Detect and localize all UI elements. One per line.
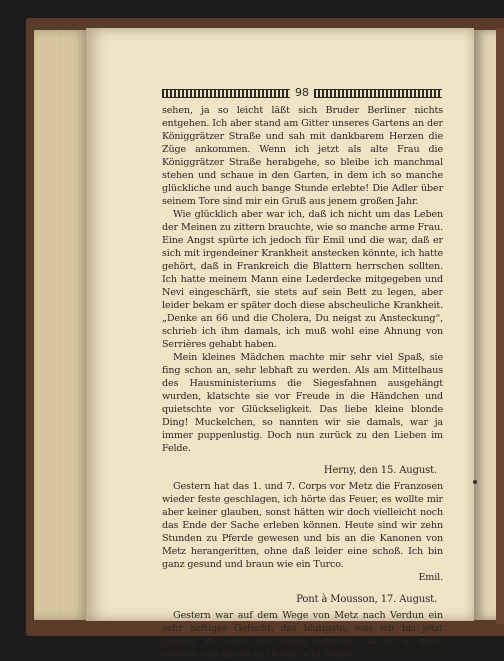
letter-dateline: Pont à Mousson, 17. August. — [296, 594, 437, 605]
letter-dateline: Herny, den 15. August. — [323, 465, 437, 476]
header-ornament-left — [162, 89, 290, 98]
letter-signature: Emil. — [418, 572, 443, 583]
page-header — [162, 88, 442, 98]
letter-body: Gestern hat das 1. und 7. Corps vor Metz die Franzosen wieder feste geschlagen, ich hörte das Feuer, es wollte mir aber keiner glauben, sonst hätten wir doch vielleicht noch das Ende der Sache erleben können. Heute sind wir zehn Stunden zu Pferde gewesen und bis an die Kanonen von Metz herangeritten, ohne daß leider eine schoß. Ich bin ganz gesund und braun wie ein Turco. — [162, 481, 443, 570]
page-number: 98 — [295, 86, 309, 99]
header-ornament-right — [314, 89, 442, 98]
paragraph: Wie glücklich aber war ich, daß ich nicht um das Leben der Meinen zu zittern brauchte, wie so manche arme Frau. Eine Angst spürte ich jedoch für Emil und die war, daß er sich mit irgendeiner Krankheit anstecken könnte, ich hatte gehört, daß in Frankreich die Blattern herrschen sollten. Ich hatte meinem Mann eine Lederdecke mitgegeben und Nevi eingeschärft, sie stets auf sein Bett zu legen, aber leider bekam er später doch diese abscheuliche Krankheit. „Denke an 66 und die Cholera, Du neigst zu Ansteckung“, schrieb ich ihm damals, ich muß wohl eine Ahnung von Serrières gehabt haben. — [162, 209, 443, 350]
paragraph: Mein kleines Mädchen machte mir sehr viel Spaß, sie fing schon an, sehr lebhaft zu werden. Als am Mittelhaus des Hausministeriums die Siegesfahnen ausgehängt wurden, klatschte sie vor Freude in die Händchen und quietschte vor Glückseligkeit. Das liebe kleine blonde Ding! Muckelchen, so nannten wir sie damals, war ja immer puppenlustig. Doch nun zurück zu den Lieben im Felde. — [162, 352, 443, 454]
page-mark — [473, 480, 477, 484]
paragraph: sehen, ja so leicht läßt sich Bruder Berliner nichts entgehen. Ich aber stand am Gitter unseres Gartens an der Königgrätzer Straße und sah mit dankbarem Herzen die Züge ankommen. Wenn ich jetzt als alte Frau die Königgrätzer Straße herabgehe, so bleibe ich manchmal stehen und schaue in den Garten, in dem ich so manche glückliche und auch bange Stunde erlebte! Die Adler über seinem Tore sind mir ein Gruß aus jenem großen Jahr. — [162, 105, 443, 207]
page-text — [162, 104, 443, 661]
facing-cover-edge — [496, 28, 504, 624]
letter-body: Gestern war auf dem Wege von Metz nach Verdun ein sehr heftiges Gefecht, das blutigste, was wir bis jetzt gehabt. Wir sind nicht dabei gewesen, da wir es nicht wußten und da wir in Herny, acht Meilen — [162, 610, 443, 660]
page-edges — [34, 30, 88, 620]
